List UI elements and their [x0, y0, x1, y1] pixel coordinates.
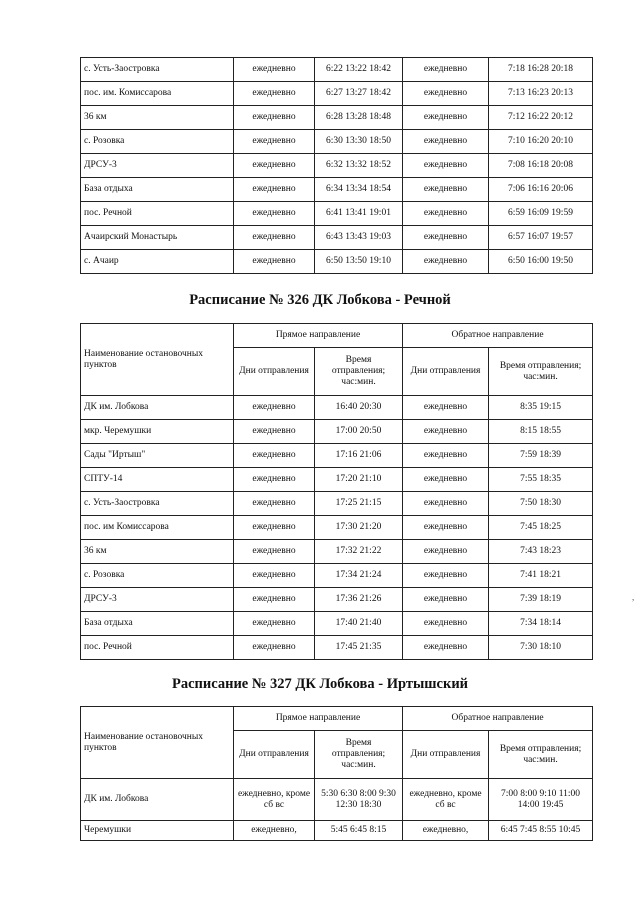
backward-direction-header: Обратное направление [403, 707, 593, 731]
forward-times-cell: 6:27 13:27 18:42 [315, 82, 403, 106]
forward-time-header: Время отправления; час:мин. [315, 348, 403, 396]
forward-days-cell: ежедневно [234, 396, 315, 420]
stop-name-cell: База отдыха [81, 612, 234, 636]
table-row [81, 516, 593, 540]
backward-times-cell: 7:45 18:25 [489, 516, 593, 540]
backward-times-cell: 7:39 18:19 [489, 588, 593, 612]
schedule-327-table [80, 706, 593, 841]
forward-days-cell: ежедневно [234, 636, 315, 660]
backward-direction-header: Обратное направление [403, 324, 593, 348]
stop-name-cell: База отдыха [81, 178, 234, 202]
table-row [81, 178, 593, 202]
table-row [81, 468, 593, 492]
stop-name-cell: Сады "Иртыш" [81, 444, 234, 468]
stop-name-cell: с. Усть-Заостровка [81, 492, 234, 516]
backward-days-cell: ежедневно [403, 444, 489, 468]
forward-direction-header: Прямое направление [234, 324, 403, 348]
stop-name-cell: Черемушки [81, 821, 234, 841]
table-row [81, 588, 593, 612]
table-row [81, 396, 593, 420]
forward-days-cell: ежедневно [234, 468, 315, 492]
forward-times-cell: 6:50 13:50 19:10 [315, 250, 403, 274]
backward-times-cell: 6:45 7:45 8:55 10:45 [489, 821, 593, 841]
stop-name-cell: с. Ачаир [81, 250, 234, 274]
stop-name-cell: пос. им Комиссарова [81, 516, 234, 540]
forward-times-cell: 5:45 6:45 8:15 [315, 821, 403, 841]
table-row [81, 154, 593, 178]
backward-days-cell: ежедневно [403, 636, 489, 660]
table-row [81, 612, 593, 636]
stop-name-cell: пос. им. Комиссарова [81, 82, 234, 106]
backward-times-cell: 6:59 16:09 19:59 [489, 202, 593, 226]
backward-times-cell: 8:35 19:15 [489, 396, 593, 420]
backward-times-cell: 7:10 16:20 20:10 [489, 130, 593, 154]
forward-days-cell: ежедневно [234, 130, 315, 154]
forward-times-cell: 17:40 21:40 [315, 612, 403, 636]
backward-times-cell: 6:57 16:07 19:57 [489, 226, 593, 250]
forward-days-cell: ежедневно [234, 226, 315, 250]
table-row [81, 420, 593, 444]
backward-times-cell: 7:08 16:18 20:08 [489, 154, 593, 178]
stop-name-cell: пос. Речной [81, 636, 234, 660]
table-row [81, 636, 593, 660]
stop-name-cell: с. Розовка [81, 130, 234, 154]
backward-days-cell: ежедневно [403, 468, 489, 492]
schedule-326-table [80, 323, 593, 660]
backward-days-header: Дни отправления [403, 348, 489, 396]
backward-days-cell: ежедневно [403, 58, 489, 82]
stop-name-cell: СПТУ-14 [81, 468, 234, 492]
table-row [81, 540, 593, 564]
stop-name-cell: ДК им. Лобкова [81, 396, 234, 420]
forward-days-cell: ежедневно [234, 492, 315, 516]
forward-direction-header: Прямое направление [234, 707, 403, 731]
backward-times-cell: 7:55 18:35 [489, 468, 593, 492]
backward-days-cell: ежедневно [403, 396, 489, 420]
stop-name-cell: ДРСУ-3 [81, 154, 234, 178]
backward-days-cell: ежедневно [403, 492, 489, 516]
backward-days-cell: ежедневно [403, 420, 489, 444]
table-row [81, 202, 593, 226]
backward-times-cell: 7:06 16:16 20:06 [489, 178, 593, 202]
backward-times-cell: 6:50 16:00 19:50 [489, 250, 593, 274]
forward-days-cell: ежедневно, [234, 821, 315, 841]
forward-times-cell: 17:36 21:26 [315, 588, 403, 612]
forward-days-cell: ежедневно [234, 588, 315, 612]
forward-times-cell: 6:43 13:43 19:03 [315, 226, 403, 250]
table-row [81, 821, 593, 841]
forward-days-header: Дни отправления [234, 731, 315, 779]
stop-column-header: Наименование остановочных пунктов [81, 707, 234, 779]
forward-days-cell: ежедневно [234, 82, 315, 106]
backward-days-cell: ежедневно [403, 82, 489, 106]
table-row [81, 250, 593, 274]
backward-times-cell: 7:41 18:21 [489, 564, 593, 588]
backward-times-cell: 7:12 16:22 20:12 [489, 106, 593, 130]
table-row [81, 58, 593, 82]
table-row [81, 130, 593, 154]
schedule-table-continuation [80, 57, 593, 274]
page-mark: , [632, 592, 635, 602]
forward-times-cell: 6:41 13:41 19:01 [315, 202, 403, 226]
backward-times-cell: 7:43 18:23 [489, 540, 593, 564]
forward-days-cell: ежедневно [234, 420, 315, 444]
forward-times-cell: 5:30 6:30 8:00 9:30 12:30 18:30 [315, 779, 403, 821]
backward-times-cell: 8:15 18:55 [489, 420, 593, 444]
table-row [81, 82, 593, 106]
forward-time-header: Время отправления; час:мин. [315, 731, 403, 779]
backward-days-cell: ежедневно [403, 178, 489, 202]
stop-name-cell: Ачаирский Монастырь [81, 226, 234, 250]
forward-times-cell: 17:30 21:20 [315, 516, 403, 540]
forward-times-cell: 6:30 13:30 18:50 [315, 130, 403, 154]
backward-days-cell: ежедневно [403, 564, 489, 588]
forward-times-cell: 17:34 21:24 [315, 564, 403, 588]
forward-days-cell: ежедневно [234, 202, 315, 226]
forward-days-cell: ежедневно [234, 106, 315, 130]
backward-days-cell: ежедневно [403, 588, 489, 612]
forward-times-cell: 6:32 13:32 18:52 [315, 154, 403, 178]
backward-days-cell: ежедневно [403, 612, 489, 636]
forward-days-header: Дни отправления [234, 348, 315, 396]
backward-time-header: Время отправления; час:мин. [489, 348, 593, 396]
forward-days-cell: ежедневно [234, 250, 315, 274]
stop-name-cell: 36 км [81, 540, 234, 564]
forward-times-cell: 17:32 21:22 [315, 540, 403, 564]
backward-days-cell: ежедневно [403, 250, 489, 274]
forward-times-cell: 16:40 20:30 [315, 396, 403, 420]
forward-times-cell: 17:25 21:15 [315, 492, 403, 516]
forward-days-cell: ежедневно [234, 564, 315, 588]
forward-days-cell: ежедневно [234, 612, 315, 636]
stop-name-cell: пос. Речной [81, 202, 234, 226]
backward-days-cell: ежедневно, [403, 821, 489, 841]
forward-times-cell: 17:45 21:35 [315, 636, 403, 660]
table-row [81, 492, 593, 516]
table-row [81, 779, 593, 821]
stop-name-cell: 36 км [81, 106, 234, 130]
schedule-327-title: Расписание № 327 ДК Лобкова - Иртышский [171, 676, 469, 692]
backward-times-cell: 7:34 18:14 [489, 612, 593, 636]
forward-days-cell: ежедневно [234, 540, 315, 564]
forward-times-cell: 17:00 20:50 [315, 420, 403, 444]
backward-days-header: Дни отправления [403, 731, 489, 779]
table-row [81, 444, 593, 468]
forward-days-cell: ежедневно [234, 58, 315, 82]
forward-times-cell: 6:28 13:28 18:48 [315, 106, 403, 130]
backward-days-cell: ежедневно [403, 226, 489, 250]
schedule-326-title: Расписание № 326 ДК Лобкова - Речной [189, 292, 451, 308]
forward-days-cell: ежедневно [234, 178, 315, 202]
forward-days-cell: ежедневно [234, 154, 315, 178]
backward-times-cell: 7:59 18:39 [489, 444, 593, 468]
forward-times-cell: 6:22 13:22 18:42 [315, 58, 403, 82]
backward-times-cell: 7:00 8:00 9:10 11:00 14:00 19:45 [489, 779, 593, 821]
backward-days-cell: ежедневно [403, 540, 489, 564]
forward-days-cell: ежедневно, кроме сб вс [234, 779, 315, 821]
backward-days-cell: ежедневно [403, 130, 489, 154]
backward-times-cell: 7:18 16:28 20:18 [489, 58, 593, 82]
forward-times-cell: 6:34 13:34 18:54 [315, 178, 403, 202]
table-row [81, 564, 593, 588]
backward-days-cell: ежедневно [403, 106, 489, 130]
stop-name-cell: ДРСУ-3 [81, 588, 234, 612]
table-row [81, 106, 593, 130]
forward-times-cell: 17:20 21:10 [315, 468, 403, 492]
forward-days-cell: ежедневно [234, 516, 315, 540]
stop-name-cell: с. Усть-Заостровка [81, 58, 234, 82]
backward-times-cell: 7:30 18:10 [489, 636, 593, 660]
backward-days-cell: ежедневно [403, 154, 489, 178]
backward-times-cell: 7:13 16:23 20:13 [489, 82, 593, 106]
stop-name-cell: с. Розовка [81, 564, 234, 588]
backward-days-cell: ежедневно, кроме сб вс [403, 779, 489, 821]
forward-days-cell: ежедневно [234, 444, 315, 468]
backward-time-header: Время отправления; час:мин. [489, 731, 593, 779]
backward-times-cell: 7:50 18:30 [489, 492, 593, 516]
forward-times-cell: 17:16 21:06 [315, 444, 403, 468]
table-row [81, 226, 593, 250]
backward-days-cell: ежедневно [403, 202, 489, 226]
stop-column-header: Наименование остановочных пунктов [81, 324, 234, 396]
stop-name-cell: мкр. Черемушки [81, 420, 234, 444]
backward-days-cell: ежедневно [403, 516, 489, 540]
stop-name-cell: ДК им. Лобкова [81, 779, 234, 821]
